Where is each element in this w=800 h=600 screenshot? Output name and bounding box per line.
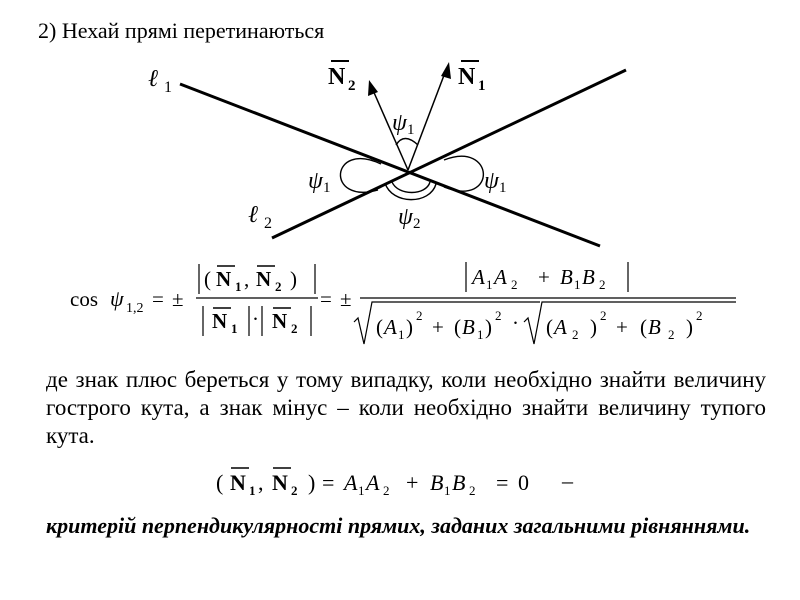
formula-glyph-formula-sq: 2 (696, 308, 703, 323)
formula-glyph-formula-sub1: 1 (235, 279, 242, 294)
formula-glyph-formula-A: A (494, 265, 507, 289)
formula-glyph-formula-B: B (462, 315, 475, 339)
formula-glyph-formula-close_paren: ) (485, 315, 492, 339)
formula-glyph-formula-sub2: 2 (599, 277, 606, 292)
line2-subscript: 2 (264, 215, 272, 232)
formula-glyph-formula-plus: + (616, 315, 628, 339)
angle-bottom-subscript: 2 (413, 216, 421, 232)
normal1-subscript: 1 (478, 78, 486, 94)
formula-glyph-formula-pm: ± (340, 287, 352, 311)
explanation-paragraph: де знак плюс береться у тому випадку, коли необхідно знайти величину гострого кута, а знак мінус – коли необхідно знайти величину тупого кута. (46, 367, 766, 448)
heading: 2) Нехай прямі перетинаються (38, 18, 325, 43)
line1-subscript: 1 (164, 79, 172, 96)
formula-glyph-formula-sq: 2 (416, 308, 423, 323)
formula-glyph-formula-close_paren: ) (590, 315, 597, 339)
formula-glyph-formula-plus: + (538, 265, 550, 289)
formula-glyph-formula-eq: = (322, 470, 335, 495)
formula-glyph-formula-sub2: 2 (572, 327, 579, 342)
formula-glyph-formula-eq: = (152, 287, 164, 311)
formula-glyph-formula-close_paren: ) (406, 315, 413, 339)
formula-glyph-formula-A: A (344, 470, 358, 495)
line1-label: ℓ (148, 66, 158, 92)
formula-glyph-formula-A: A (472, 265, 485, 289)
perpendicularity-condition (216, 468, 574, 498)
psi-symbol: ψ (110, 286, 124, 311)
formula-glyph-formula-open_paren: ( (546, 315, 553, 339)
formula-glyph-formula-open_paren: ( (454, 315, 461, 339)
normal2-label: N (328, 64, 346, 90)
formula-glyph-formula-N: N (216, 267, 232, 291)
formula-glyph-formula-eq: = (496, 470, 509, 495)
formula-glyph-formula-N: N (272, 309, 288, 333)
normal2-subscript: 2 (348, 78, 356, 94)
angle-left-subscript: 1 (323, 180, 331, 196)
formula-glyph-formula-sub1: 1 (444, 483, 451, 498)
formula-glyph-formula-open_paren: ( (376, 315, 383, 339)
formula-glyph-formula-sq: 2 (600, 308, 607, 323)
angle-arc-left (340, 159, 381, 193)
psi-subscript: 1,2 (126, 301, 144, 316)
formula-glyph-formula-B: B (582, 265, 595, 289)
formula-glyph-formula-comma: , (258, 470, 264, 495)
angle-arc-right (444, 156, 483, 191)
normal-n1-vector (408, 70, 446, 170)
formula-glyph-formula-sub1: 1 (486, 277, 493, 292)
formula-glyph-formula-open_paren: ( (216, 470, 224, 495)
angle-top-subscript: 1 (407, 122, 415, 138)
formula-glyph-formula-dot: · (252, 307, 259, 331)
formula-glyph-formula-B: B (560, 265, 573, 289)
formula-glyph-formula-sub2: 2 (511, 277, 518, 292)
formula-glyph-formula-sub2: 2 (383, 483, 390, 498)
formula-glyph-formula-sub1: 1 (398, 327, 405, 342)
formula-glyph-formula-close_paren: ) (308, 470, 316, 495)
formula-glyph-formula-N: N (230, 470, 246, 495)
formula-glyph-formula-sub1: 1 (477, 327, 484, 342)
formula-glyph-formula-comma: , (244, 267, 250, 291)
formula-glyph-formula-sub2: 2 (668, 327, 675, 342)
angle-bottom-label: ψ (398, 204, 413, 230)
formula-glyph-formula-A: A (554, 315, 567, 339)
line-l1 (180, 84, 600, 246)
angle-top-label: ψ (392, 110, 407, 136)
criterion-text: критерій перпендикулярності прямих, заданих загальними рівняннями. (46, 513, 751, 538)
formula-glyph-formula-sub2: 2 (291, 321, 298, 336)
formula-glyph-formula-dot: · (512, 311, 519, 335)
formula-glyph-formula-close_paren: ) (686, 315, 693, 339)
line-l2 (272, 70, 626, 238)
formula-glyph-formula-N: N (272, 470, 288, 495)
angle-right-label: ψ (484, 168, 499, 194)
formula-glyph-formula-B: B (452, 470, 466, 495)
angle-left-label: ψ (308, 168, 323, 194)
formula-glyph-formula-sub2: 2 (469, 483, 476, 498)
formula-glyph-formula-B: B (430, 470, 444, 495)
formula-glyph-formula-pm: ± (172, 287, 184, 311)
formula-glyph-formula-sub1: 1 (249, 483, 256, 498)
formula-glyph-formula-A: A (366, 470, 380, 495)
formula-glyph-formula-sub1: 1 (231, 321, 238, 336)
normal-n1-arrowhead (441, 62, 451, 79)
normal1-label: N (458, 64, 476, 90)
normal-n2-arrowhead (368, 80, 378, 96)
formula-glyph-formula-A: A (384, 315, 397, 339)
formula-glyph-formula-sub2: 2 (275, 279, 282, 294)
formula-glyph-perp_condition-dash: – (562, 468, 573, 493)
formula-glyph-formula-sub2: 2 (291, 483, 298, 498)
formula-glyph-formula-sub1: 1 (574, 277, 581, 292)
formula-glyph-formula-open_paren: ( (640, 315, 647, 339)
cos-text: cos (70, 287, 98, 311)
cosine-formula (70, 262, 736, 344)
formula-glyph-formula-B: B (648, 315, 661, 339)
formula-glyph-formula-open_paren: ( (204, 267, 211, 291)
formula-glyph-formula-eq: = (320, 287, 332, 311)
angle-right-subscript: 1 (499, 180, 507, 196)
formula-glyph-formula-sq: 2 (495, 308, 502, 323)
angle-arc-normals (396, 139, 418, 146)
formula-glyph-formula-sub1: 1 (358, 483, 365, 498)
line2-label: ℓ (248, 202, 258, 228)
formula-glyph-formula-close_paren: ) (290, 267, 297, 291)
formula-glyph-perp_condition-zero: 0 (518, 470, 529, 495)
formula-glyph-formula-plus: + (432, 315, 444, 339)
angle-arc-bottom-inner (392, 182, 430, 193)
formula-glyph-formula-N: N (212, 309, 228, 333)
formula-glyph-formula-plus: + (406, 470, 419, 495)
formula-glyph-formula-N: N (256, 267, 272, 291)
